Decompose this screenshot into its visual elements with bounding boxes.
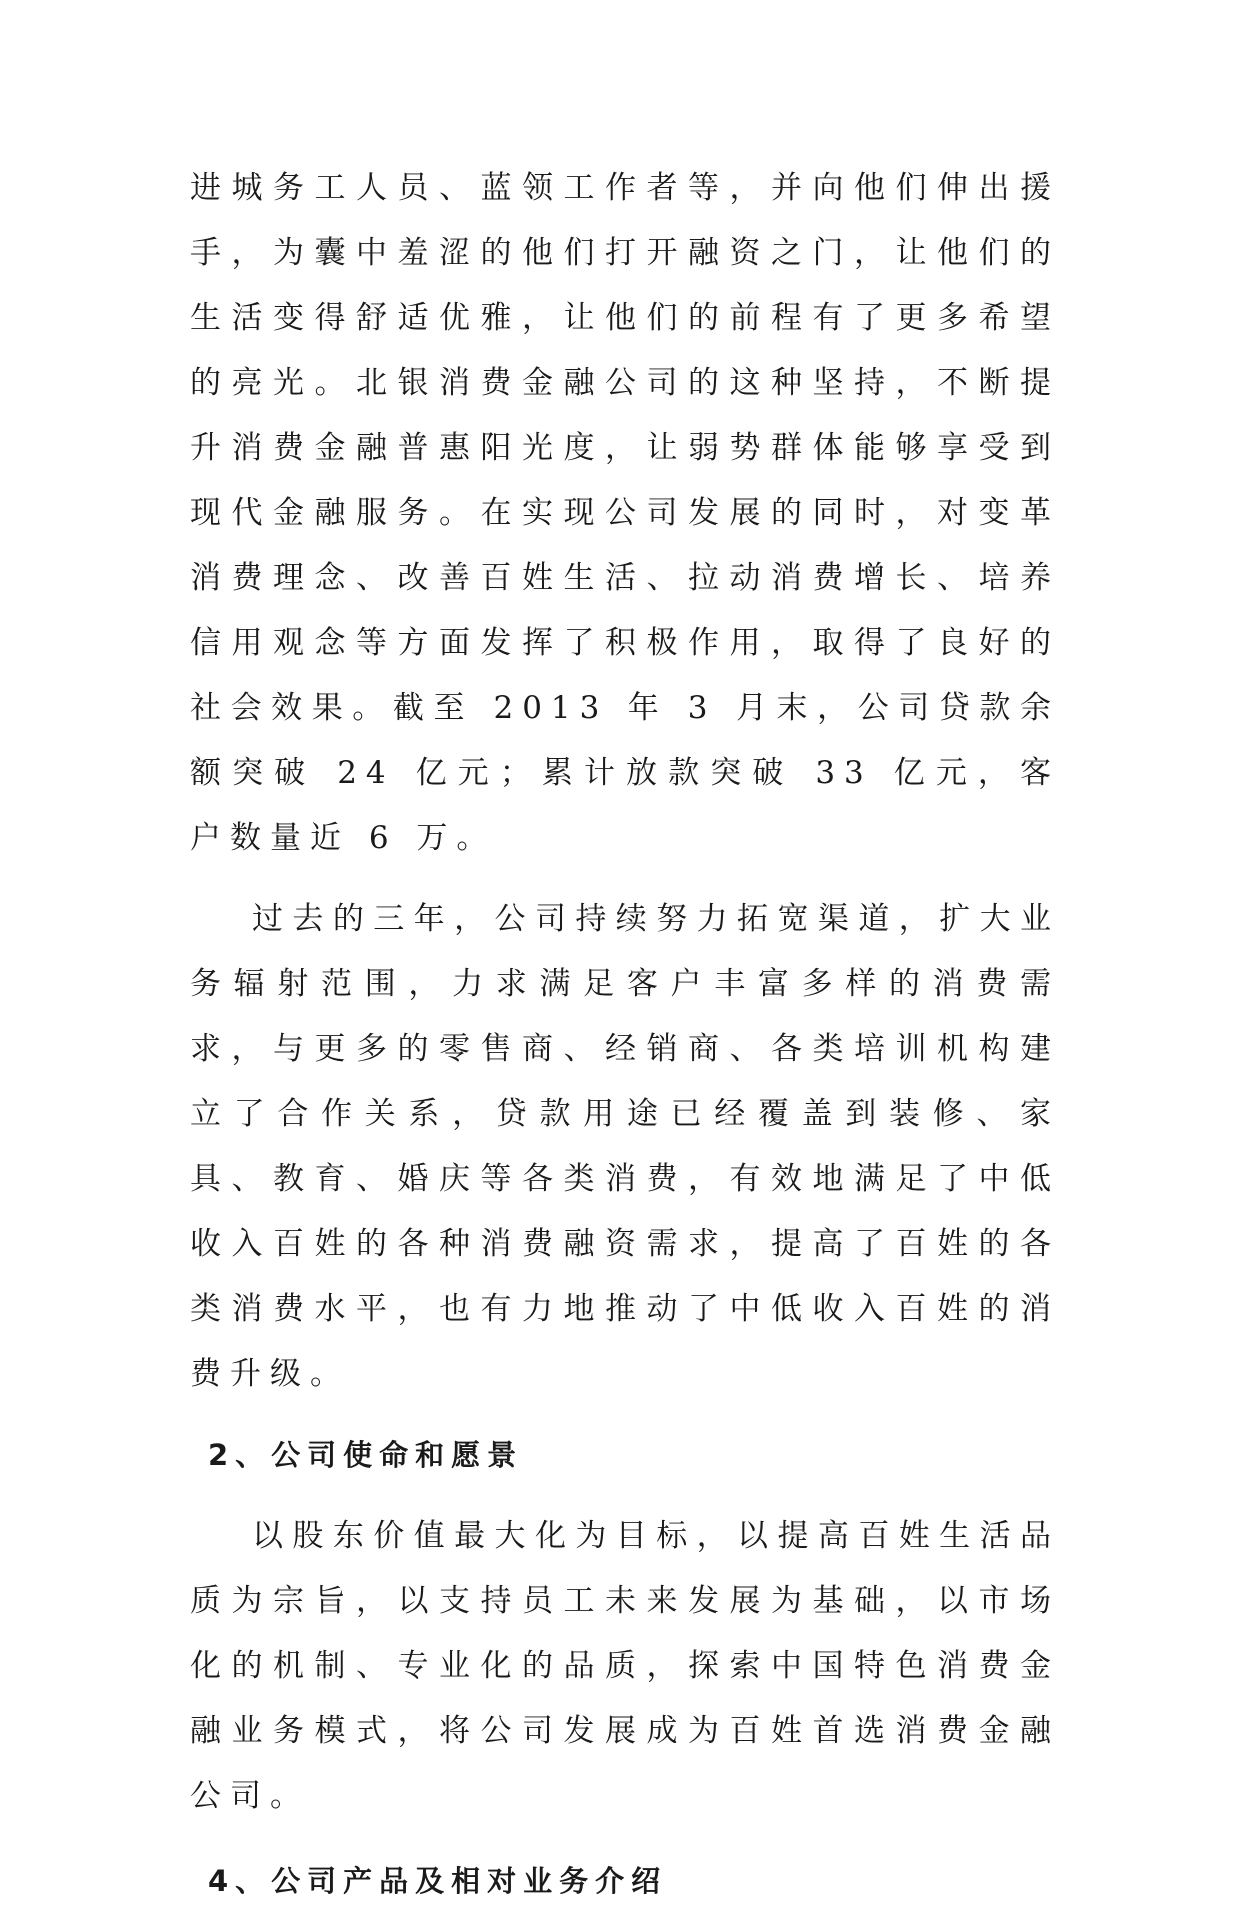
paragraph-customer-service: 进城务工人员、蓝领工作者等，并向他们伸出援手，为囊中羞涩的他们打开融资之门，让他们的生活变得舒适优雅，让他们的前程有了更多希望的亮光。北银消费金融公司的这种坚持，不断提升消费金融普惠阳光度，让弱势群体能够享受到现代金融服务。在实现公司发展的同时，对变革消费理念、改善百姓生活、拉动消费增长、培养信用观念等方面发挥了积极作用，取得了良好的社会效果。截至 2013 年 3 月末，公司贷款余额突破 24 亿元；累计放款突破 33 亿元，客户数量近 6 万。 (190, 170, 1060, 856)
heading-products-business: 4、公司产品及相对业务介绍 (208, 1864, 668, 1898)
document-body (190, 156, 1060, 1914)
heading-mission-vision: 2、公司使命和愿景 (208, 1438, 524, 1472)
paragraph-mission: 以股东价值最大化为目标，以提高百姓生活品质为宗旨，以支持员工未来发展为基础，以市场化的机制、专业化的品质，探索中国特色消费金融业务模式，将公司发展成为百姓首选消费金融公司。 (190, 1518, 1060, 1814)
paragraph-channel-expansion: 过去的三年，公司持续努力拓宽渠道，扩大业务辐射范围，力求满足客户丰富多样的消费需求，与更多的零售商、经销商、各类培训机构建立了合作关系，贷款用途已经覆盖到装修、家具、教育、婚庆等各类消费，有效地满足了中低收入百姓的各种消费融资需求，提高了百姓的各类消费水平，也有力地推动了中低收入百姓的消费升级。 (190, 901, 1060, 1392)
